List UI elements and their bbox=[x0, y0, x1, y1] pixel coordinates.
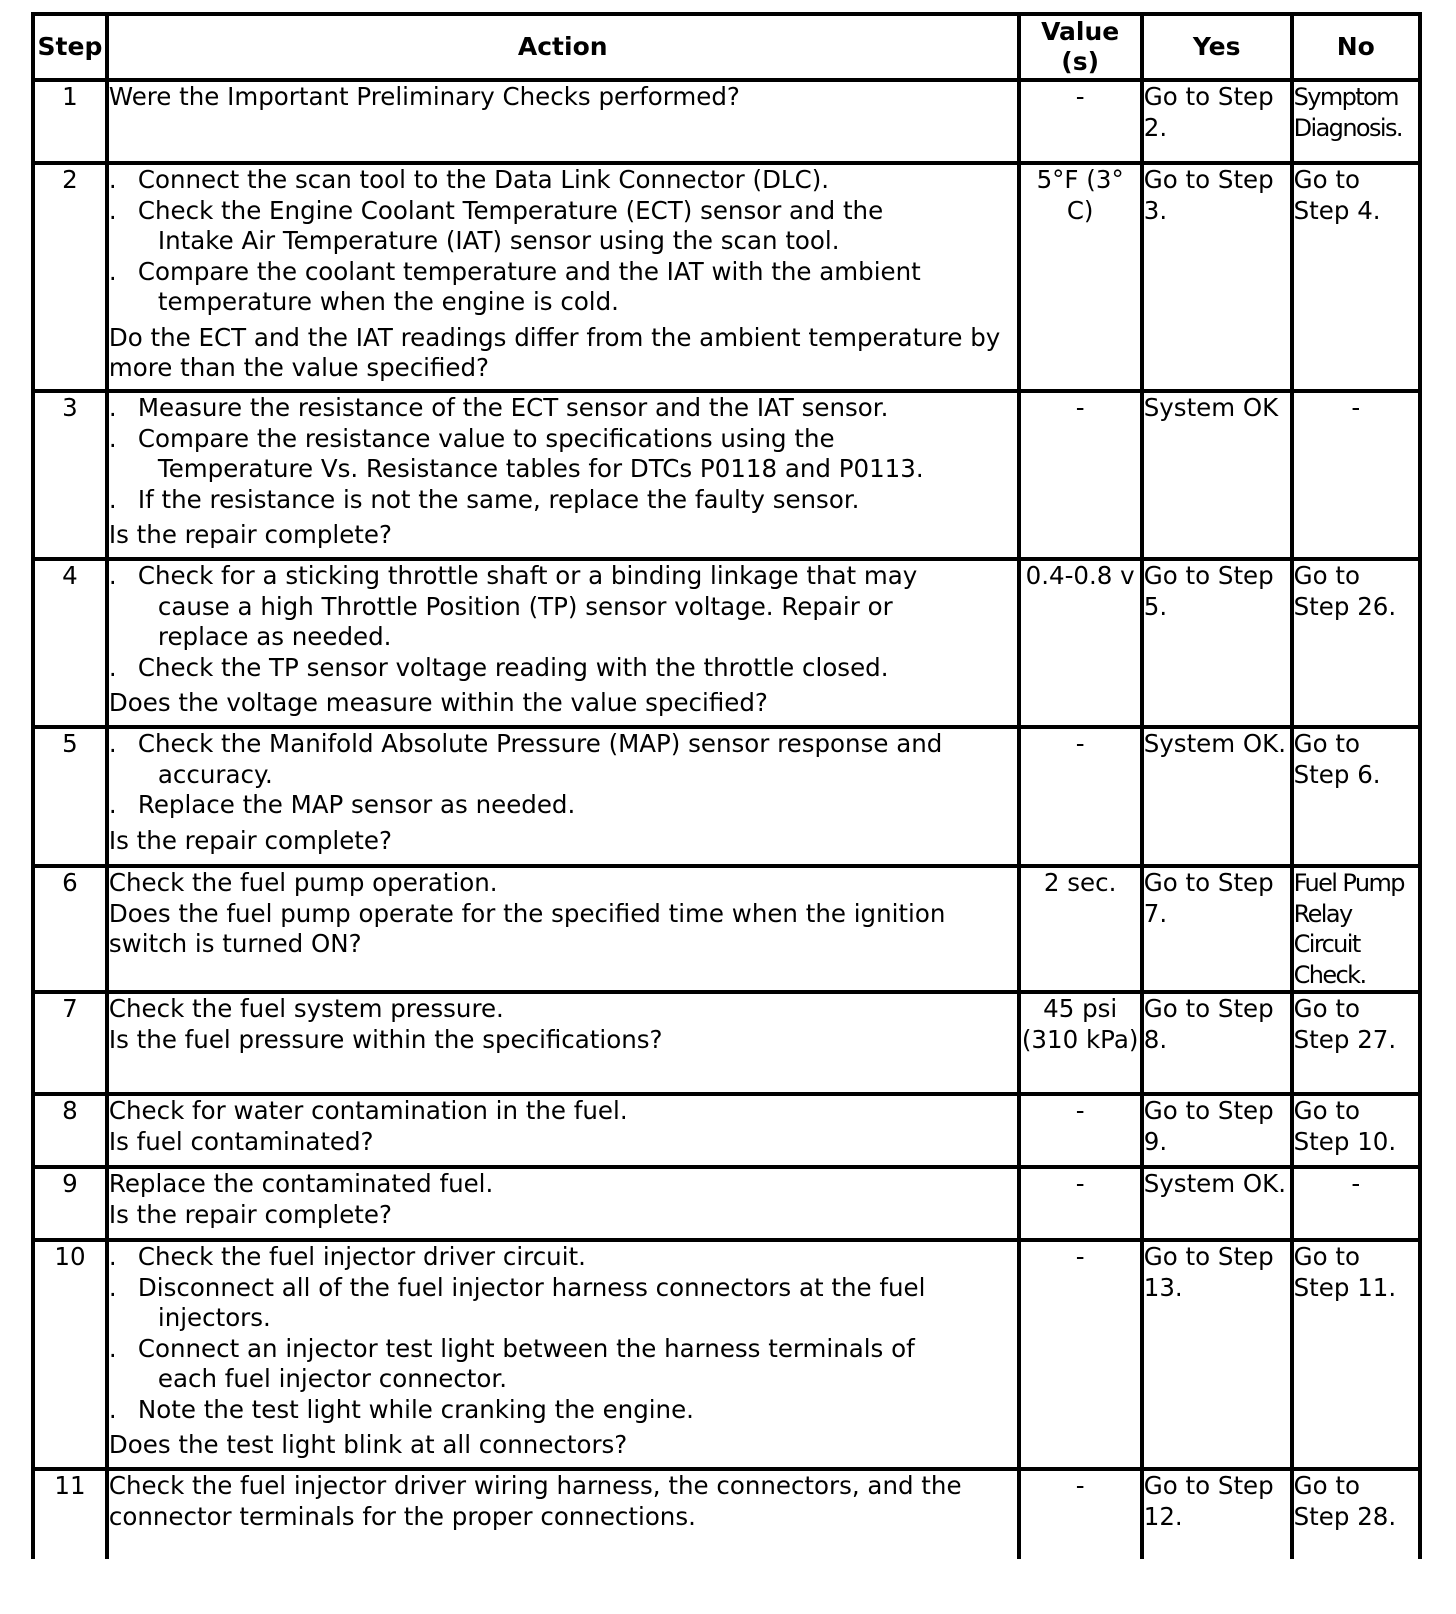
value-cell: - bbox=[1019, 391, 1142, 559]
action-question: Does the voltage measure within the value specified? bbox=[108, 688, 768, 717]
no-cell: Go to Step 10. bbox=[1292, 1094, 1420, 1167]
action-bullet: . Check the Manifold Absolute Pressure (MAP) sensor response and accuracy. bbox=[108, 729, 943, 789]
table-row bbox=[33, 163, 1420, 391]
value-cell: - bbox=[1019, 80, 1142, 163]
step-number: 2 bbox=[33, 163, 107, 391]
value-cell: - bbox=[1019, 1240, 1142, 1469]
header-row bbox=[33, 14, 1420, 80]
no-cell: Go to Step 4. bbox=[1292, 163, 1420, 391]
action-cell bbox=[107, 727, 1019, 866]
yes-cell: Go to Step 12. bbox=[1142, 1469, 1292, 1559]
no-cell bbox=[1292, 866, 1420, 992]
table-row bbox=[33, 727, 1420, 866]
action-bullet: . Compare the coolant temperature and the IAT with the ambient temperature when the engine is cold. bbox=[108, 256, 921, 316]
step-number: 9 bbox=[33, 1167, 107, 1240]
action-cell bbox=[107, 1094, 1019, 1167]
value-cell: - bbox=[1019, 727, 1142, 866]
step-number: 6 bbox=[33, 866, 107, 992]
value-cell: - bbox=[1019, 1469, 1142, 1559]
action-bullet: . Connect an injector test light between the harness terminals of each fuel injector connector. bbox=[108, 1333, 915, 1393]
no-cell: Go to Step 11. bbox=[1292, 1240, 1420, 1469]
action-cell bbox=[107, 559, 1019, 727]
header-action: Action bbox=[107, 14, 1019, 80]
value-cell: 0.4-0.8 v bbox=[1019, 559, 1142, 727]
header-no: No bbox=[1292, 14, 1420, 80]
table-row bbox=[33, 1240, 1420, 1469]
action-bullet: . Connect the scan tool to the Data Link Connector (DLC). bbox=[108, 165, 830, 194]
action-bullet: . If the resistance is not the same, replace the faulty sensor. bbox=[108, 484, 860, 514]
table-row bbox=[33, 1167, 1420, 1240]
action-cell bbox=[107, 80, 1019, 163]
yes-cell: Go to Step 9. bbox=[1142, 1094, 1292, 1167]
action-bullet: . Disconnect all of the fuel injector harness connectors at the fuel injectors. bbox=[108, 1272, 926, 1332]
step-number: 7 bbox=[33, 992, 107, 1094]
table-row bbox=[33, 992, 1420, 1094]
no-text: Fuel Pump Relay Circuit Check. bbox=[1293, 869, 1404, 989]
no-cell: - bbox=[1292, 391, 1420, 559]
action-cell bbox=[107, 163, 1019, 391]
action-text: Check the fuel pump operation. bbox=[108, 868, 498, 897]
header-value: Value (s) bbox=[1019, 14, 1142, 80]
step-number: 5 bbox=[33, 727, 107, 866]
value-cell: 5°F (3° C) bbox=[1019, 163, 1142, 391]
action-cell bbox=[107, 1469, 1019, 1559]
diagnostic-table bbox=[31, 12, 1422, 1559]
yes-cell: System OK. bbox=[1142, 727, 1292, 866]
step-number: 4 bbox=[33, 559, 107, 727]
yes-cell: Go to Step 7. bbox=[1142, 866, 1292, 992]
action-text: Replace the contaminated fuel. bbox=[108, 1169, 494, 1198]
table-row bbox=[33, 866, 1420, 992]
table-row bbox=[33, 1469, 1420, 1559]
step-number: 11 bbox=[33, 1469, 107, 1559]
action-cell bbox=[107, 992, 1019, 1094]
action-question: Is the fuel pressure within the specifications? bbox=[108, 1024, 663, 1054]
action-text: Check the fuel injector driver wiring harness, the connectors, and the connector terminals for the proper connections. bbox=[108, 1471, 962, 1531]
action-bullet: . Check for a sticking throttle shaft or a binding linkage that may cause a high Throttle Position (TP) sensor voltage. Repair or replace as needed. bbox=[108, 561, 918, 651]
action-bullet: . Check the TP sensor voltage reading with the throttle closed. bbox=[108, 652, 889, 682]
action-bullet: . Check the fuel injector driver circuit. bbox=[108, 1242, 586, 1271]
action-bullet: . Measure the resistance of the ECT sensor and the IAT sensor. bbox=[108, 393, 889, 422]
action-question: Is fuel contaminated? bbox=[108, 1126, 374, 1156]
action-text: Were the Important Preliminary Checks performed? bbox=[108, 82, 740, 111]
action-bullet: . Check the Engine Coolant Temperature (ECT) sensor and the Intake Air Temperature (IAT) sensor using the scan tool. bbox=[108, 195, 884, 255]
action-bullet: . Note the test light while cranking the engine. bbox=[108, 1394, 694, 1424]
yes-cell: Go to Step 3. bbox=[1142, 163, 1292, 391]
value-cell: - bbox=[1019, 1094, 1142, 1167]
value-cell: 45 psi (310 kPa) bbox=[1019, 992, 1142, 1094]
action-question: Is the repair complete? bbox=[108, 520, 392, 549]
yes-cell: System OK bbox=[1142, 391, 1292, 559]
action-cell bbox=[107, 1240, 1019, 1469]
header-yes: Yes bbox=[1142, 14, 1292, 80]
no-cell: Go to Step 27. bbox=[1292, 992, 1420, 1094]
step-number: 8 bbox=[33, 1094, 107, 1167]
table-row bbox=[33, 559, 1420, 727]
header-step: Step bbox=[33, 14, 107, 80]
action-cell bbox=[107, 1167, 1019, 1240]
yes-cell: Go to Step 2. bbox=[1142, 80, 1292, 163]
action-cell bbox=[107, 391, 1019, 559]
no-cell: Go to Step 28. bbox=[1292, 1469, 1420, 1559]
no-cell bbox=[1292, 80, 1420, 163]
value-cell: - bbox=[1019, 1167, 1142, 1240]
no-text: Symptom Diagnosis. bbox=[1293, 83, 1402, 142]
no-cell: Go to Step 6. bbox=[1292, 727, 1420, 866]
yes-cell: Go to Step 13. bbox=[1142, 1240, 1292, 1469]
no-cell: - bbox=[1292, 1167, 1420, 1240]
action-question: Do the ECT and the IAT readings differ from the ambient temperature by more than the value specified? bbox=[108, 322, 1001, 382]
step-number: 1 bbox=[33, 80, 107, 163]
step-number: 10 bbox=[33, 1240, 107, 1469]
table-row bbox=[33, 80, 1420, 163]
action-cell bbox=[107, 866, 1019, 992]
table-row bbox=[33, 391, 1420, 559]
action-question: Is the repair complete? bbox=[108, 1199, 392, 1229]
step-number: 3 bbox=[33, 391, 107, 559]
action-text: Check for water contamination in the fuel. bbox=[108, 1096, 628, 1125]
yes-cell: System OK. bbox=[1142, 1167, 1292, 1240]
action-bullet: . Compare the resistance value to specifications using the Temperature Vs. Resistance tables for DTCs P0118 and P0113. bbox=[108, 423, 924, 483]
action-question: Does the fuel pump operate for the specified time when the ignition switch is turned ON? bbox=[108, 898, 946, 958]
table-row bbox=[33, 1094, 1420, 1167]
no-cell: Go to Step 26. bbox=[1292, 559, 1420, 727]
yes-cell: Go to Step 5. bbox=[1142, 559, 1292, 727]
action-question: Is the repair complete? bbox=[108, 825, 392, 855]
action-question: Does the test light blink at all connectors? bbox=[108, 1430, 628, 1459]
action-text: Check the fuel system pressure. bbox=[108, 994, 504, 1023]
value-cell: 2 sec. bbox=[1019, 866, 1142, 992]
yes-cell: Go to Step 8. bbox=[1142, 992, 1292, 1094]
action-bullet: . Replace the MAP sensor as needed. bbox=[108, 790, 576, 819]
